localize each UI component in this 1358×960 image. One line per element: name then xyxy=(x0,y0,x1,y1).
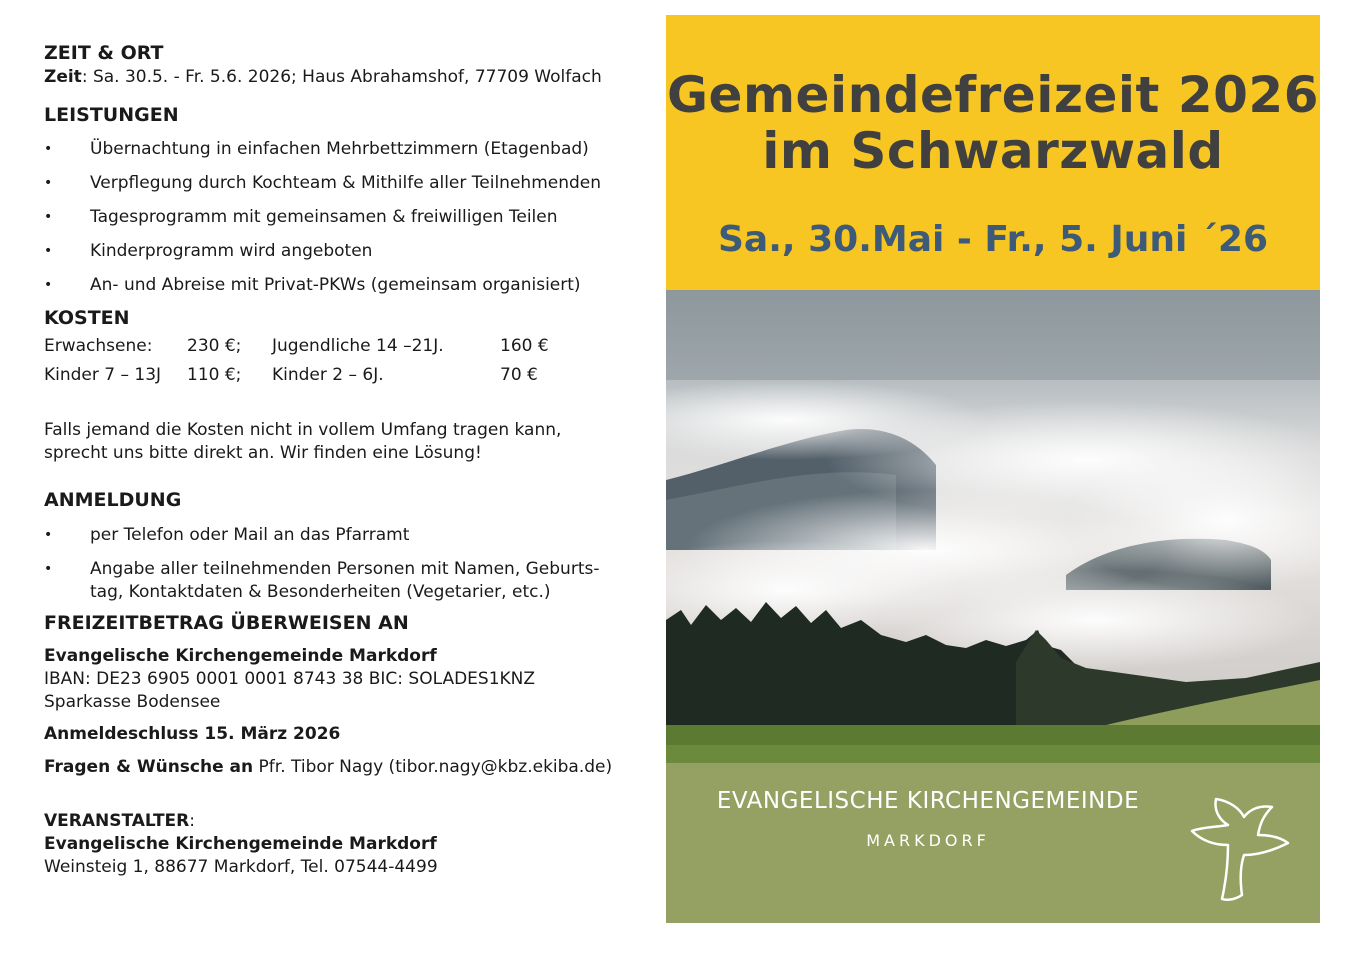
org-location: MARKDORF xyxy=(866,831,990,850)
veranstalter-line xyxy=(44,810,644,833)
fragen-line xyxy=(44,756,644,779)
veranstalter-colon: : xyxy=(189,811,195,831)
kosten-cell: 230 €; xyxy=(187,336,242,356)
list-item: • Angabe aller teilnehmenden Personen mit Namen, Geburts- tag, Kontaktdaten & Besonderheiten (Vegetarier, etc.) xyxy=(44,558,610,604)
title-line-2: im Schwarzwald xyxy=(762,122,1224,180)
kosten-note-2: sprecht uns bitte direkt an. Wir finden eine Lösung! xyxy=(44,443,482,463)
title-line-1: Gemeindefreizeit 2026 xyxy=(667,66,1319,124)
kosten-cell: Jugendliche 14 –21J. xyxy=(272,336,444,356)
leistungen-list xyxy=(44,138,644,297)
zeit-label: Zeit xyxy=(44,67,82,87)
fragen-label: Fragen & Wünsche an xyxy=(44,757,254,777)
bank-name: Evangelische Kirchengemeinde Markdorf xyxy=(44,646,437,666)
info-column xyxy=(44,40,644,879)
kosten-cell: 110 €; xyxy=(187,365,242,385)
list-item: • Übernachtung in einfachen Mehrbettzimmern (Etagenbad) xyxy=(44,138,644,161)
organization-footer xyxy=(666,763,1320,923)
list-item: • Verpflegung durch Kochteam & Mithilfe aller Teilnehmenden xyxy=(44,172,644,195)
fragen-text: Pfr. Tibor Nagy (tibor.nagy@kbz.ekiba.de) xyxy=(253,757,613,777)
bank-iban: IBAN: DE23 6905 0001 0001 8743 38 BIC: SOLADES1KNZ xyxy=(44,669,536,689)
anmeldung-heading: ANMELDUNG xyxy=(44,489,182,511)
kosten-cell: 160 € xyxy=(500,336,549,356)
list-item: • per Telefon oder Mail an das Pfarramt xyxy=(44,524,644,547)
zeit-text: : Sa. 30.5. - Fr. 5.6. 2026; Haus Abrahamshof, 77709 Wolfach xyxy=(81,67,602,87)
title-banner xyxy=(666,15,1320,290)
org-name: EVANGELISCHE KIRCHENGEMEINDE xyxy=(716,788,1140,814)
kosten-cell: Kinder 2 – 6J. xyxy=(272,365,384,385)
black-forest-photo xyxy=(666,290,1320,763)
veranstalter-name: Evangelische Kirchengemeinde Markdorf xyxy=(44,834,437,854)
dove-logo-icon xyxy=(1188,795,1294,905)
list-item: • Tagesprogramm mit gemeinsamen & freiwilligen Teilen xyxy=(44,206,644,229)
kosten-cell: 70 € xyxy=(500,365,538,385)
kosten-note-1: Falls jemand die Kosten nicht in vollem Umfang tragen kann, xyxy=(44,420,562,440)
kosten-heading: KOSTEN xyxy=(44,307,130,329)
event-dates: Sa., 30.Mai - Fr., 5. Juni ´26 xyxy=(717,219,1269,260)
anmeldung-list xyxy=(44,524,644,604)
kosten-cell: Kinder 7 – 13J xyxy=(44,365,162,385)
zeit-line xyxy=(44,66,644,89)
landscape-illustration xyxy=(666,290,1320,763)
zeit-heading: ZEIT & ORT xyxy=(44,42,164,64)
page-title xyxy=(666,67,1320,179)
flyer-cover xyxy=(666,15,1320,923)
list-item: • An- und Abreise mit Privat-PKWs (gemeinsam organisiert) xyxy=(44,274,644,297)
deadline: Anmeldeschluss 15. März 2026 xyxy=(44,724,341,744)
kosten-table xyxy=(44,335,644,387)
leistungen-heading: LEISTUNGEN xyxy=(44,104,179,126)
veranstalter-address: Weinsteig 1, 88677 Markdorf, Tel. 07544-4499 xyxy=(44,857,438,877)
list-item: • Kinderprogramm wird angeboten xyxy=(44,240,644,263)
veranstalter-label: VERANSTALTER xyxy=(44,811,190,831)
kosten-cell: Erwachsene: xyxy=(44,336,153,356)
bank-heading: FREIZEITBETRAG ÜBERWEISEN AN xyxy=(44,612,409,634)
bank-institute: Sparkasse Bodensee xyxy=(44,692,221,712)
